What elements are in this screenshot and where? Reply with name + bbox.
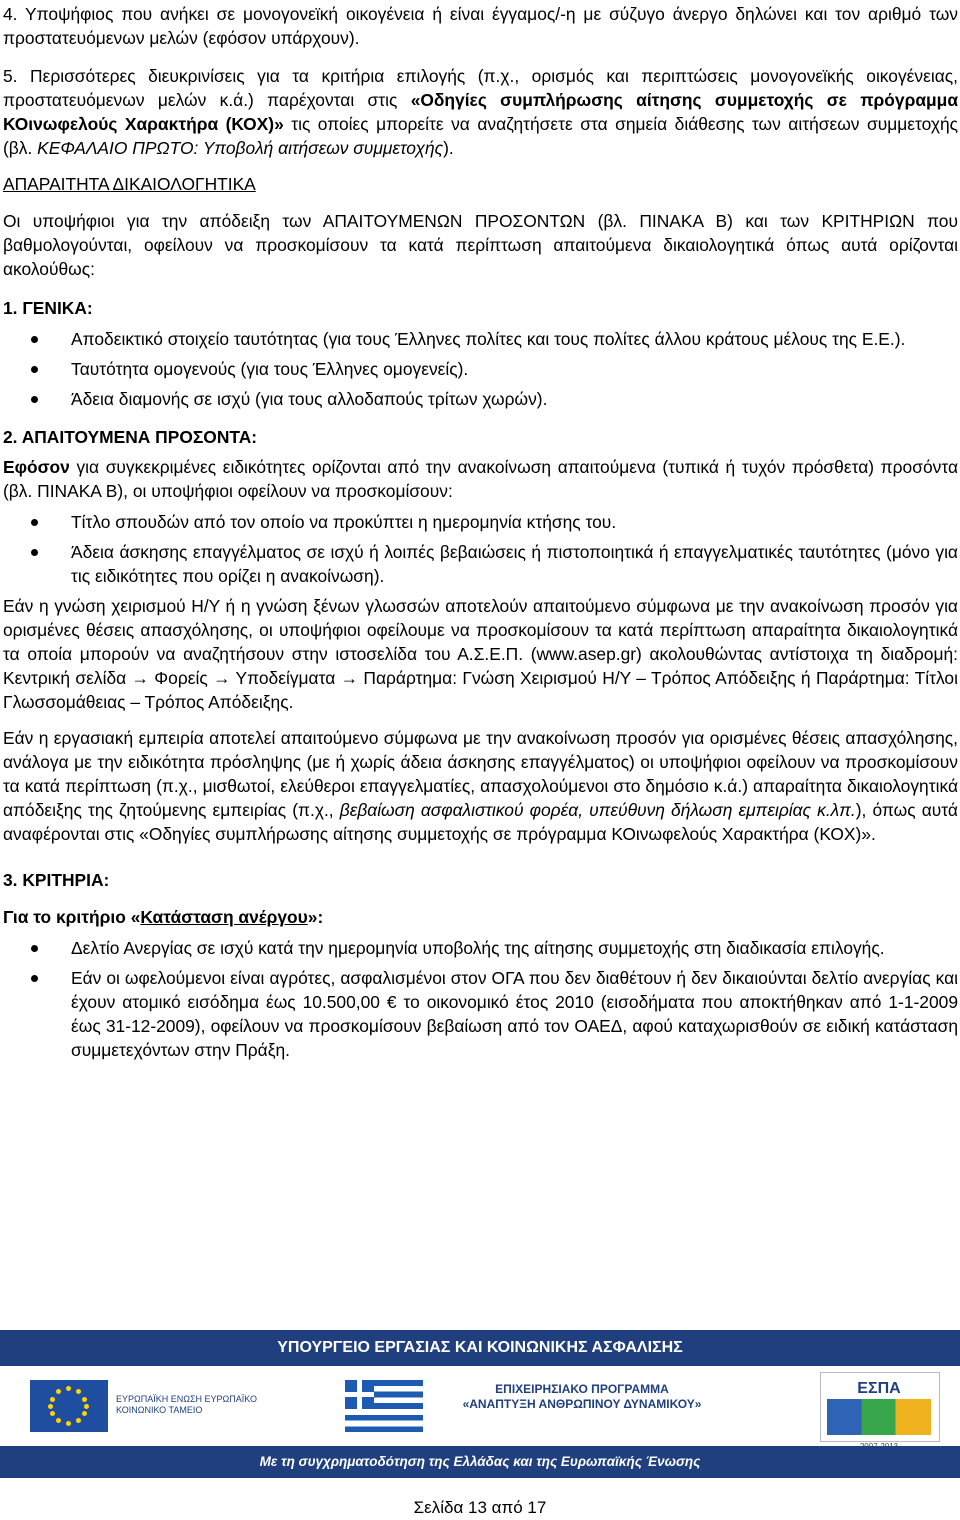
qualifications-paragraph: Εφόσον για συγκεκριμένες ειδικότητες ορίζονται από την ανακοίνωση απαιτούμενα (τυπικά ή τυχόν πρόσθετα) προσόντα (βλ. ΠΙΝΑΚΑ Β), οι υποψήφιοι οφείλουν να προσκομίσουν:	[3, 457, 958, 501]
general-list	[3, 327, 958, 411]
document-body	[3, 2, 958, 1068]
chapter-reference: ΚΕΦΑΛΑΙΟ ΠΡΩΤΟ: Υποβολή αιτήσεων συμμετοχής	[37, 138, 444, 158]
criteria-list	[3, 936, 958, 1062]
list-item: Τίτλο σπουδών από τον οποίο να προκύπτει η ημερομηνία κτήσης του.	[3, 510, 958, 534]
bullet-icon	[31, 519, 38, 526]
eu-fund-label: ΕΥΡΩΠΑΪΚΗ ΕΝΩΣΗ ΕΥΡΩΠΑΪΚΟ ΚΟΙΝΩΝΙΚΟ ΤΑΜΕΙΟ	[116, 1394, 258, 1415]
bullet-icon	[31, 945, 38, 952]
section-general-heading: 1. ΓΕΝΙΚΑ:	[3, 298, 93, 318]
list-item: Εάν οι ωφελούμενοι είναι αγρότες, ασφαλισμένοι στον ΟΓΑ που δεν διαθέτουν ή δεν δικαιούνται δελτίο ανεργίας και έχουν ατομικό εισόδημα έως 10.500,00 € το οικονομικό έτος 2010 (εισοδήματα που αποκτήθηκαν από 1-1-2009 έως 31-12-2009), οφείλουν να προσκομίσουν βεβαίωση από τον ΟΑΕΔ, αφού καταχωρισθούν σε ειδική κατάσταση συμμετεχόντων στην Πράξη.	[3, 966, 958, 1062]
bullet-icon	[31, 336, 38, 343]
criterion-heading: Για το κριτήριο «Κατάσταση ανέργου»:	[3, 907, 324, 927]
logos-strip	[0, 1366, 960, 1446]
page-number: Σελίδα 13 από 17	[413, 1498, 547, 1517]
para-4: 4. Υποψήφιος που ανήκει σε μονογονεϊκή οικογένεια ή είναι έγγαμος/-η με σύζυγο άνεργο δηλώνει και τον αριθμό των προστατευόμενων μελών (εφόσον υπάρχουν).	[3, 4, 958, 48]
required-documents-heading: ΑΠΑΡΑΙΤΗΤΑ ΔΙΚΑΙΟΛΟΓΗΤΙΚΑ	[3, 174, 256, 194]
computer-skills-paragraph: Εάν η γνώση χειρισμού Η/Υ ή η γνώση ξένων γλωσσών αποτελούν απαιτούμενο σύμφωνα με την ανακοίνωση προσόν για ορισμένες θέσεις απασχόλησης, οι υποψήφιοι οφείλουμε να προσκομίσουν τα κατά περίπτωση απαραίτητα δικαιολογητικά τα οποία μπορούν να αναζητήσουν στην ιστοσελίδα του Α.Σ.Ε.Π. (www.asep.gr) ακολουθώντας αντίστοιχα τη διαδρομή: Κεντρική σελίδα → Φορείς → Υποδείγματα → Παράρτημα: Γνώση Χειρισμού Η/Υ – Τρόπος Απόδειξης ή Παράρτημα: Τίτλοι Γλωσσομάθειας – Τρόπος Απόδειξης.	[3, 596, 958, 712]
funding-banner	[0, 1330, 960, 1478]
cofunding-statement: Με τη συγχρηματοδότηση της Ελλάδας και της Ευρωπαϊκής Ένωσης	[0, 1446, 960, 1478]
bullet-icon	[31, 975, 38, 982]
arrow-right-icon: →	[340, 668, 359, 688]
section-qualifications-heading: 2. ΑΠΑΙΤΟΥΜΕΝΑ ΠΡΟΣΟΝΤΑ:	[3, 427, 258, 447]
greek-flag-icon	[345, 1380, 423, 1432]
eu-flag-icon	[30, 1380, 108, 1432]
list-item: Αποδεικτικό στοιχείο ταυτότητας (για τους Έλληνες πολίτες και τους πολίτες άλλου κράτους μέλους της Ε.Ε.).	[3, 327, 958, 351]
bullet-icon	[31, 366, 38, 373]
bullet-icon	[31, 549, 38, 556]
ministry-title: ΥΠΟΥΡΓΕΙΟ ΕΡΓΑΣΙΑΣ ΚΑΙ ΚΟΙΝΩΝΙΚΗΣ ΑΣΦΑΛΙΣΗΣ	[0, 1330, 960, 1366]
espa-logo-icon	[827, 1399, 931, 1435]
operational-programme-label: ΕΠΙΧΕΙΡΗΣΙΑΚΟ ΠΡΟΓΡΑΜΜΑ «ΑΝΑΠΤΥΞΗ ΑΝΘΡΩΠΙΝΟΥ ΔΥΝΑΜΙΚΟΥ»	[462, 1382, 702, 1411]
arrow-right-icon: →	[131, 668, 149, 688]
arrow-right-icon: →	[213, 668, 231, 688]
list-item: Δελτίο Ανεργίας σε ισχύ κατά την ημερομηνία υποβολής της αίτησης συμμετοχής στη διαδικασία επιλογής.	[3, 936, 958, 960]
list-item: Άδεια διαμονής σε ισχύ (για τους αλλοδαπούς τρίτων χωρών).	[3, 387, 958, 411]
list-item: Ταυτότητα ομογενούς (για τους Έλληνες ομογενείς).	[3, 357, 958, 381]
experience-paragraph: Εάν η εργασιακή εμπειρία αποτελεί απαιτούμενο σύμφωνα με την ανακοίνωση προσόν για ορισμένες θέσεις απασχόλησης, ανάλογα με την ειδικότητα πρόσληψης (με ή χωρίς άδεια άσκησης επαγγέλματος) οι υποψήφιοι οφείλουν να προσκομίσουν τα κατά περίπτωση (π.χ., μισθωτοί, ελεύθεροι επαγγελματίες, απασχολούμενοι στο δημόσιο κ.ά.) απαραίτητα δικαιολογητικά απόδειξης της ζητούμενης εμπειρίας (π.χ., βεβαίωση ασφαλιστικού φορέα, υπεύθυνη δήλωση εμπειρίας κ.λπ.), όπως αυτά αναφέρονται στις «Οδηγίες συμπλήρωσης αίτησης συμμετοχής σε πρόγραμμα ΚΟινωφελούς Χαρακτήρα (ΚΟΧ)».	[3, 728, 958, 844]
para-5: 5. Περισσότερες διευκρινίσεις για τα κριτήρια επιλογής (π.χ., ορισμός και περιπτώσεις μονογονεϊκής οικογένειας, προστατευόμενων μελών κ.ά.) παρέχονται στις «Οδηγίες συμπλήρωσης αίτησης συμμετοχής σε πρόγραμμα ΚΟινωφελούς Χαρακτήρα (ΚΟΧ)» τις οποίες μπορείτε να αναζητήσετε στα σημεία διάθεσης των αιτήσεων συμμετοχής (βλ. ΚΕΦΑΛΑΙΟ ΠΡΩΤΟ: Υποβολή αιτήσεων συμμετοχής).	[3, 66, 959, 158]
bullet-icon	[31, 396, 38, 403]
instructions-title: «Οδηγίες συμπλήρωσης αίτησης συμμετοχής σε πρόγραμμα ΚΟινωφελούς Χαρακτήρα (ΚΟΧ)»	[3, 90, 959, 134]
espa-logo: ΕΣΠΑ	[820, 1372, 940, 1442]
section-criteria-heading: 3. ΚΡΙΤΗΡΙΑ:	[3, 870, 110, 890]
list-item: Άδεια άσκησης επαγγέλματος σε ισχύ ή λοιπές βεβαιώσεις ή πιστοποιητικά ή επαγγελματικές ταυτότητες (μόνο για τις ειδικότητες που ορίζει η ανακοίνωση).	[3, 540, 958, 588]
intro-paragraph: Οι υποψήφιοι για την απόδειξη των ΑΠΑΙΤΟΥΜΕΝΩΝ ΠΡΟΣΟΝΤΩΝ (βλ. ΠΙΝΑΚΑ Β) και των ΚΡΙΤΗΡΙΩΝ που βαθμολογούνται, οφείλουν να προσκομίσουν τα κατά περίπτωση απαιτούμενα δικαιολογητικά όπως αυτά ορίζονται ακολούθως:	[3, 211, 958, 279]
qualifications-list	[3, 510, 958, 588]
